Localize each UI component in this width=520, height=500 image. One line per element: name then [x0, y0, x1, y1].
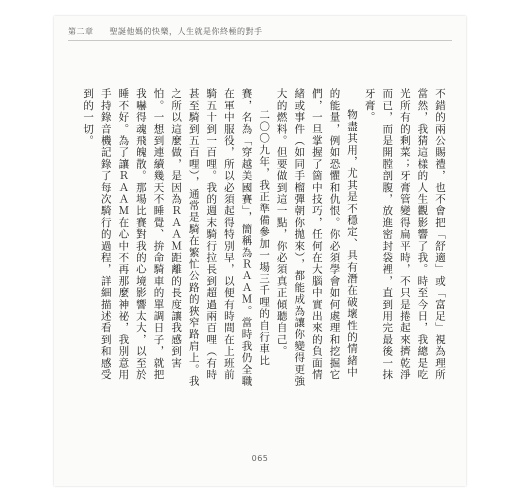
paragraph: 物盡其用，尤其是不穩定、具有潛在破壞性的情緒中的能量，例如恐懼和仇恨。你必須學會如何處理和挖掘它們，一旦掌握了箇中技巧，任何在大腦中實出來的負面情緒或事件（如同手榴彈朝你拋來），都能成為讓你變得更強大的燃料。但要做到這一點，你必須真正傾聽自己。	[275, 88, 359, 387]
running-header	[68, 26, 263, 37]
paragraph: 二〇〇九年，我正準備參加一場三千哩的自行車比賽，名為「穿越美國賽」，簡稱為ＲＡＡＭ。當時我仍全職在軍中服役，所以必須起得特別早，以便有時間在上班前騎五十到一百哩。我的週末騎行拉長到超過兩百哩（有時甚至騎到五百哩），通常是騎在繁忙公路的狹窄路肩上。我之所以這麼做，是因為ＲＡＡＭ距離的長度讓我感到害怕。一想到連續幾天不睡覺、拚命騎車的單調日子，就把我嚇得魂飛魄散。那場比賽對我的心境影響太大，以至於睡不好。為了讓ＲＡＡＭ在心中不再那麼神祕，我別意用手持錄音機記錄了每次騎行的過程，詳細描述看到和感受到的一切。	[82, 88, 271, 387]
chapter-label: 第二章	[68, 27, 94, 36]
book-page	[54, 16, 466, 486]
page-number: 065	[251, 454, 269, 463]
body-text	[78, 88, 448, 388]
chapter-title: 聖誕他媽的快樂，人生就是你終極的對手	[109, 27, 263, 36]
header-divider	[68, 40, 452, 41]
paragraph: 不錯的兩公賜禮，也不會把「舒適」或「富足」視為理所當然，我猜這樣的人生觀影響了我。時至今日，我總是吃光所有的剩菜；牙膏管變得扁平時，不只是捲起來擠乾淨而已，而是開膛剖腹，放進密封袋裡，直到用完最後一抹牙膏。	[363, 88, 446, 381]
